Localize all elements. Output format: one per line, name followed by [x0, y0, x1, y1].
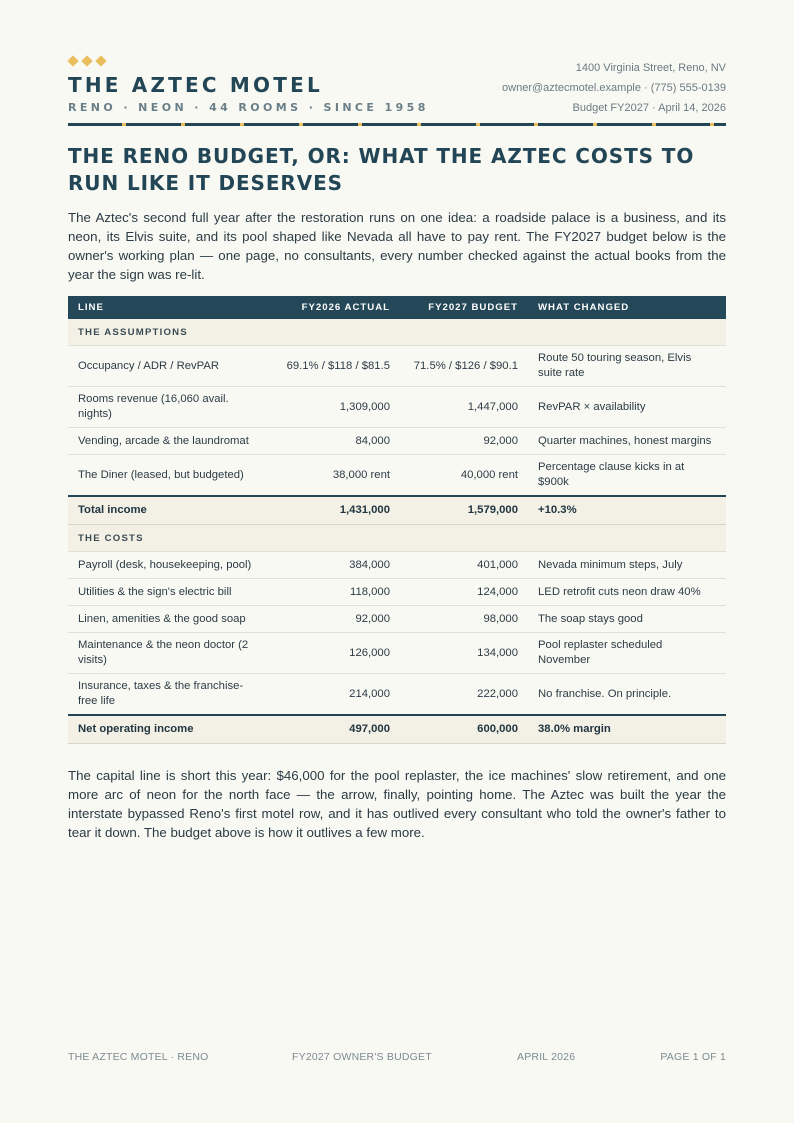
rule-tick-mark [358, 123, 362, 126]
rule-tick-mark [181, 123, 185, 126]
email-phone: owner@aztecmotel.example · (775) 555-0139 [502, 82, 726, 94]
cell-fy2026-actual: 38,000 rent [271, 455, 400, 497]
table-row [68, 633, 726, 674]
cell-what-changed: 38.0% margin [528, 715, 726, 744]
cell-fy2026-actual: 92,000 [271, 606, 400, 633]
footer-left: THE AZTEC MOTEL · RENO [68, 1051, 209, 1063]
table-row [68, 674, 726, 716]
section-title: THE COSTS [68, 525, 726, 552]
table-row [68, 428, 726, 455]
total-row [68, 496, 726, 525]
cell-what-changed: Pool replaster scheduled November [528, 633, 726, 674]
cell-fy2026-actual: 1,431,000 [271, 496, 400, 525]
cell-what-changed: +10.3% [528, 496, 726, 525]
contact-block [502, 58, 726, 118]
cell-line-label: Insurance, taxes & the franchise-free life [68, 674, 271, 716]
cell-fy2027-budget: 71.5% / $126 / $90.1 [400, 346, 528, 387]
cell-fy2026-actual: 126,000 [271, 633, 400, 674]
cell-fy2026-actual: 1,309,000 [271, 387, 400, 428]
cell-fy2027-budget: 222,000 [400, 674, 528, 716]
cell-fy2027-budget: 134,000 [400, 633, 528, 674]
diamond-icon [95, 55, 106, 66]
table-row [68, 455, 726, 497]
headline: THE RENO BUDGET, OR: WHAT THE AZTEC COSTS TO RUN LIKE IT DESERVES [68, 144, 695, 195]
cell-fy2027-budget: 600,000 [400, 715, 528, 744]
table-row [68, 387, 726, 428]
rule-tick-mark [476, 123, 480, 126]
cell-fy2027-budget: 98,000 [400, 606, 528, 633]
cell-line-label: Linen, amenities & the good soap [68, 606, 271, 633]
letterhead [68, 0, 726, 128]
cell-fy2026-actual: 118,000 [271, 579, 400, 606]
cell-what-changed: RevPAR × availability [528, 387, 726, 428]
rule-tick-mark [417, 123, 421, 126]
table-row [68, 579, 726, 606]
cell-fy2027-budget: 124,000 [400, 579, 528, 606]
cell-fy2027-budget: 40,000 rent [400, 455, 528, 497]
column-header-fy2027: FY2027 BUDGET [400, 296, 528, 319]
section-title: THE ASSUMPTIONS [68, 319, 726, 346]
table-row [68, 346, 726, 387]
cell-line-label: Occupancy / ADR / RevPAR [68, 346, 271, 387]
rule-tick-mark [652, 123, 656, 126]
cell-what-changed: Route 50 touring season, Elvis suite rate [528, 346, 726, 387]
tagline: RENO · NEON · 44 ROOMS · SINCE 1958 [68, 101, 429, 114]
cell-what-changed: Quarter machines, honest margins [528, 428, 726, 455]
cell-fy2027-budget: 401,000 [400, 552, 528, 579]
section-header-row [68, 319, 726, 346]
column-header-line: LINE [68, 296, 271, 319]
cell-what-changed: Percentage clause kicks in at $900k [528, 455, 726, 497]
cell-fy2026-actual: 384,000 [271, 552, 400, 579]
document-line: Budget FY2027 · April 14, 2026 [572, 102, 726, 114]
total-row [68, 715, 726, 744]
cell-line-label: Rooms revenue (16,060 avail. nights) [68, 387, 271, 428]
cell-what-changed: The soap stays good [528, 606, 726, 633]
cell-fy2027-budget: 92,000 [400, 428, 528, 455]
rule-tick-mark [710, 123, 714, 126]
column-header-fy2026: FY2026 ACTUAL [271, 296, 400, 319]
cell-fy2026-actual: 84,000 [271, 428, 400, 455]
cell-fy2027-budget: 1,447,000 [400, 387, 528, 428]
footer-page-number: PAGE 1 OF 1 [660, 1051, 726, 1063]
rule-tick-mark [299, 123, 303, 126]
footer-date: APRIL 2026 [517, 1051, 576, 1063]
motel-name: THE AZTEC MOTEL [68, 73, 323, 97]
header-rule [68, 123, 726, 126]
rule-tick-mark [534, 123, 538, 126]
cell-fy2026-actual: 497,000 [271, 715, 400, 744]
cell-fy2026-actual: 69.1% / $118 / $81.5 [271, 346, 400, 387]
diamond-icon [81, 55, 92, 66]
cell-line-label: The Diner (leased, but budgeted) [68, 455, 271, 497]
cell-what-changed: No franchise. On principle. [528, 674, 726, 716]
table-header-row [68, 296, 726, 319]
cell-line-label: Maintenance & the neon doctor (2 visits) [68, 633, 271, 674]
table-row [68, 606, 726, 633]
footer-center: FY2027 OWNER'S BUDGET [292, 1051, 432, 1063]
rule-tick-mark [240, 123, 244, 126]
table-row [68, 552, 726, 579]
cell-line-label: Net operating income [68, 715, 271, 744]
closing-paragraph: The capital line is short this year: $46,000 for the pool replaster, the ice machines' slow retirement, and one more arc of neon for the north face — the arrow, finally, pointing home. The Aztec was built the year the interstate bypassed Reno's first motel row, and it has outlived every consultant who told the owner's father to tear it down. The budget above is how it outlives a few more. [68, 768, 726, 840]
cell-line-label: Payroll (desk, housekeeping, pool) [68, 552, 271, 579]
page [68, 0, 726, 840]
cell-fy2027-budget: 1,579,000 [400, 496, 528, 525]
cell-line-label: Utilities & the sign's electric bill [68, 579, 271, 606]
column-header-what-changed: WHAT CHANGED [528, 296, 726, 319]
rule-tick-mark [593, 123, 597, 126]
cell-fy2026-actual: 214,000 [271, 674, 400, 716]
budget-table [68, 296, 726, 744]
cell-line-label: Vending, arcade & the laundromat [68, 428, 271, 455]
section-header-row [68, 525, 726, 552]
address: 1400 Virginia Street, Reno, NV [575, 62, 726, 74]
cell-what-changed: LED retrofit cuts neon draw 40% [528, 579, 726, 606]
cell-line-label: Total income [68, 496, 271, 525]
intro-paragraph: The Aztec's second full year after the restoration runs on one idea: a roadside palace is a business, and its neon, its Elvis suite, and its pool shaped like Nevada all have to pay rent. The FY2027 budget below is the owner's working plan — one page, no consultants, every number checked against the actual books from the year the sign was re-lit. [68, 210, 726, 282]
rule-tick-mark [122, 123, 126, 126]
cell-what-changed: Nevada minimum steps, July [528, 552, 726, 579]
diamond-icon [67, 55, 78, 66]
